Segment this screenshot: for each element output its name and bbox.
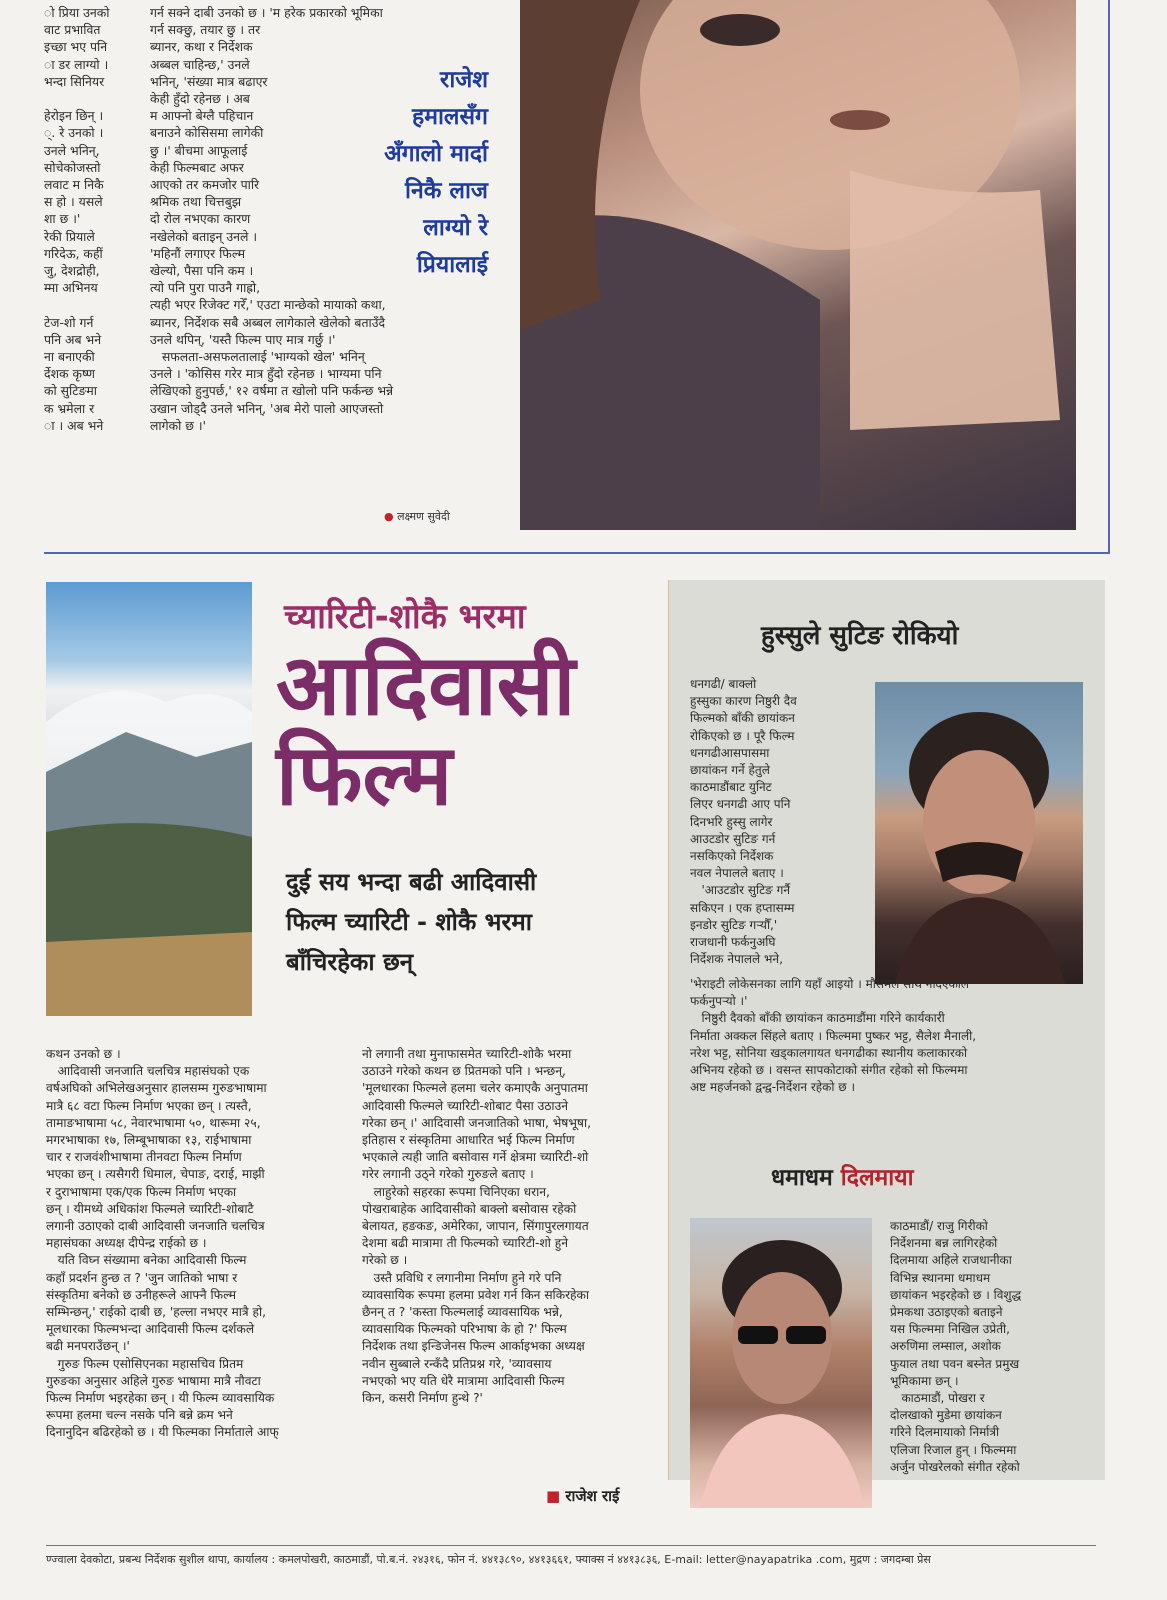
husslu-title: हुस्सुले सुटिङ रोकियो bbox=[761, 621, 959, 651]
dilmaya-title-prefix: धमाधम bbox=[771, 1165, 833, 1191]
actress-photo-illustration bbox=[520, 0, 1076, 530]
article-kicker: च्यारिटी-शोकै भरमा bbox=[284, 597, 526, 637]
mountain-photo bbox=[46, 582, 252, 1016]
dilmaya-title bbox=[771, 1160, 914, 1192]
director-photo-illustration bbox=[875, 682, 1083, 984]
top-byline: ● लक्ष्मण सुवेदी bbox=[384, 510, 450, 523]
top-left-fragment-column: ो प्रिया उनको वाट प्रभावित इच्छा भए पनि ा डर लाग्यो । भन्दा सिनियर हेरोइन छिन् । ्. रे उनको । उनले भनिन्, सोचेकोजस्तो लवाट म निकै स हो । यसले शा छ ।' रेकी प्रियाले गरिदेऊ, कहीं जु, देशद्रोही, म्मा अभिनय टेज-शो गर्न पनि अब भने ना बनाएकी र्देशक कृष्ण को सुटिङमा क भ्रमेला र ा । अब भने bbox=[44, 5, 110, 433]
article-byline: ■ राजेश राई bbox=[546, 1487, 620, 1505]
dilmaya-text: काठमाडौं/ राजु गिरीको निर्देशनमा बन्न लागिरहेको दिलमाया अहिले राजधानीका विभिन्न स्थानमा धमाधम छायांकन भइरहेको छ । विशुद्ध प्रेमकथा उठाइएको बताइने यस फिल्ममा निखिल उप्रेती, अरुणिमा लम्साल, अशोक फुयाल तथा पवन बस्नेत प्रमुख भूमिकामा छन् । काठमाडौं, पोखरा र दोलखाको मुडेमा छायांकन गरिने दिलमायाको निर्मात्री एलिजा रिजाल हुन् । फिल्ममा अर्जुन पोखरेलको संगीत रहेको bbox=[890, 1219, 1022, 1474]
article-byline-text: राजेश राई bbox=[565, 1487, 620, 1505]
husslu-text-narrow: धनगढी/ बाक्लो हुस्सुका कारण निष्ठुरी दैव फिल्मको बाँकी छायांकन रोकिएको छ । पूरै फिल्म धनगढीआसपासमा छायांकन गर्ने हेतुले काठमाडौंबाट युनिट लिएर धनगढी आए पनि दिनभरि हुस्सु लागेर आउटडोर सुटिङ गर्न नसकिएको निर्देशक नवल नेपालले बताए । 'आउटडोर सुटिङ गर्नै सकिएन । एक हप्तासम्म इनडोर सुटिङ गर्‍यौँ,' राजधानी फर्कनुअघि निर्देशक नेपालले भने, bbox=[690, 677, 797, 967]
article-deck: दुई सय भन्दा बढी आदिवासी फिल्म च्यारिटी - शोकै भरमा बाँचिरहेका छन् bbox=[286, 868, 537, 976]
top-article-column: गर्न सक्ने दाबी उनको छ । 'म हरेक प्रकारको भूमिका गर्न सक्छु, तयार छु । तर ब्यानर, कथा र निर्देशक अब्बल चाहिन्छ,' उनले भनिन्, 'संख्या मात्र बढाएर केही हुँदो रहेनछ । अब म आफ्नो बेग्लै पहिचान बनाउने कोसिसमा लागेकी छु ।' बीचमा आफूलाई केही फिल्मबाट अफर आएको तर कमजोर पारि श्रमिक तथा चित्तबुझ दो रोल नभएका कारण नखेलेको बताइन् उनले । 'महिनौं लगाएर फिल्म खेल्यो, पैसा पनि कम । त्यो पनि पुरा पाउनै गाह्रो, त्यही भएर रिजेक्ट गरेँ,' एउटा मान्छेको मायाको कथा, ब्यानर, निर्देशक सबै अब्बल लागेकाले खेलेको बताउँदै उनले थपिन्, 'यस्तै फिल्म पाए मात्र गर्छु ।' सफलता-असफलतालाई 'भाग्यको खेल' भनिन् उनले । 'कोसिस गरेर मात्र हुँदो रहेनछ । भाग्यमा पनि लेखिएको हुनुपर्छ,' १२ वर्षमा त खोलो पनि फर्कन्छ भन्ने उखान जोड्दै उनले भनिन्, 'अब मेरो पालो आएजस्तो लागेको छ ।' bbox=[150, 5, 394, 433]
actor-photo bbox=[690, 1218, 872, 1508]
dilmaya-title-accent: दिलमाया bbox=[840, 1165, 914, 1191]
top-byline-text: लक्ष्मण सुवेदी bbox=[397, 510, 450, 523]
article-column-1: कथन उनको छ । आदिवासी जनजाति चलचित्र महासंघको एक वर्षअघिको अभिलेखअनुसार हालसम्म गुरुङभाषामा मात्रै ६८ वटा फिल्म निर्माण भएका छन् । त्यस्तै, तामाङभाषामा ५८, नेवारभाषामा ५०, थारूमा २५, मगरभाषाका १७, लिम्बूभाषाका १३, राईभाषामा चार र राजवंशीभाषामा तीनवटा फिल्म निर्माण भएका छन् । त्यसैगरी धिमाल, चेपाङ, दराई, माझी र दुराभाषामा एक/एक फिल्म निर्माण भएका छन् । यीमध्ये अधिकांश फिल्मले च्यारिटी-शोबाटै लगानी उठाएको दाबी आदिवासी जनजाति चलचित्र महासंघका अध्यक्ष दीपेन्द्र राईको छ । यति विघ्न संख्यामा बनेका आदिवासी फिल्म कहाँ प्रदर्शन हुन्छ त ? 'जुन जातिको भाषा र संस्कृतिमा बनेको छ उनीहरूले आफ्नै फिल्म सम्भिन्छन्,' राईको दाबी छ, 'हल्ला नभएर मात्रै हो, मूलधारका फिल्मभन्दा आदिवासी फिल्म दर्शकले बढी मनपराउँछन् ।' गुरुङ फिल्म एसोसिएनका महासचिव प्रितम गुरुङका अनुसार अहिले गुरुङ भाषामा मात्रै नौवटा फिल्म निर्माण भइरहेका छन् । यी फिल्म व्यावसायिक रूपमा हलमा चल्न नसके पनि बन्ने क्रम भने दिनानुदिन बढिरहेको छ । यी फिल्मका निर्माताले आफ् bbox=[46, 1047, 279, 1440]
actress-photo bbox=[520, 0, 1076, 530]
article-title: आदिवासी फिल्म bbox=[276, 636, 576, 824]
director-photo bbox=[875, 682, 1083, 984]
actor-photo-illustration bbox=[690, 1218, 872, 1508]
masthead-footer: ण्ज्वाला देवकोटा, प्रबन्ध निर्देशक सुशील थापा, कार्यालय : कमलपोखरी, काठमाडौं, पो.ब.नं. २४३१६, फोन नं. ४४१३८९०, ४४१३६६१, फ्याक्स नं ४४१३८३६, E-mail: letter@nayapatrika .com, मुद्रण : जगदम्बा प्रेस bbox=[46, 1545, 1096, 1567]
husslu-text-wide: 'भेराइटी लोकेसनका लागि यहाँ आइयो । मौसमले साथ नदिएकाले फर्कनुपर्‍यो ।' निष्ठुरी दैवको बाँकी छायांकन काठमाडौंमा गरिने कार्यकारी निर्माता अक्कल सिंहले बताए । फिल्ममा पुष्कर भट्ट, सैलेश मैनाली, नरेश भट्ट, सोनिया खड्कालगायत धनगढीका स्थानीय कलाकारको अभिनय रहेको छ । वसन्त सापकोटाको संगीत रहेको सो फिल्ममा अष्ट महर्जनको द्वन्द्व-निर्देशन रहेको छ । bbox=[690, 977, 977, 1095]
mountain-photo-illustration bbox=[46, 582, 252, 1016]
top-headline: राजेश हमालसँग अँगालो मार्दा निकै लाज लाग्यो रे प्रियालाई bbox=[384, 67, 488, 278]
article-column-2: नो लगानी तथा मुनाफासमेत च्यारिटी-शोकै भरमा उठाउने गरेको कथन छ प्रितमको पनि । भन्छन्, 'मूलधारका फिल्मले हलमा चलेर कमाएकै अनुपातमा आदिवासी फिल्मले च्यारिटी-शोबाट पैसा उठाउने गरेका छन् ।' आदिवासी जनजातिको भाषा, भेषभूषा, इतिहास र संस्कृतिमा आधारित भई फिल्म निर्माण भएकाले त्यही जाति बसोवास गर्ने क्षेत्रमा च्यारिटी-शो गरेर लगानी उठ्ने गरेको गुरुङले बताए । लाहुरेको सहरका रूपमा चिनिएका धरान, पोखराबाहेक आदिवासीको बाक्लो बसोवास रहेको बेलायत, हङकङ, अमेरिका, जापान, सिंगापुरलगायत देशमा बढी मात्रामा ती फिल्मको च्यारिटी-शो हुने गरेको छ । उस्तै प्रविधि र लगानीमा निर्माण हुने गरे पनि व्यावसायिक रूपमा हलमा प्रवेश गर्न किन सकिरहेका छैनन् त ? 'कस्ता फिल्मलाई व्यावसायिक भन्ने, व्यावसायिक फिल्मको परिभाषा के हो ?' फिल्म निर्देशक तथा इन्डिजेनस फिल्म आर्काइभका अध्यक्ष नवीन सुब्बाले रन्कँदै प्रतिप्रश्न गरे, 'व्यावसाय नभएको भए यति धेरै मात्रामा आदिवासी फिल्म किन, कसरी निर्माण हुन्थे ?' bbox=[362, 1047, 591, 1406]
